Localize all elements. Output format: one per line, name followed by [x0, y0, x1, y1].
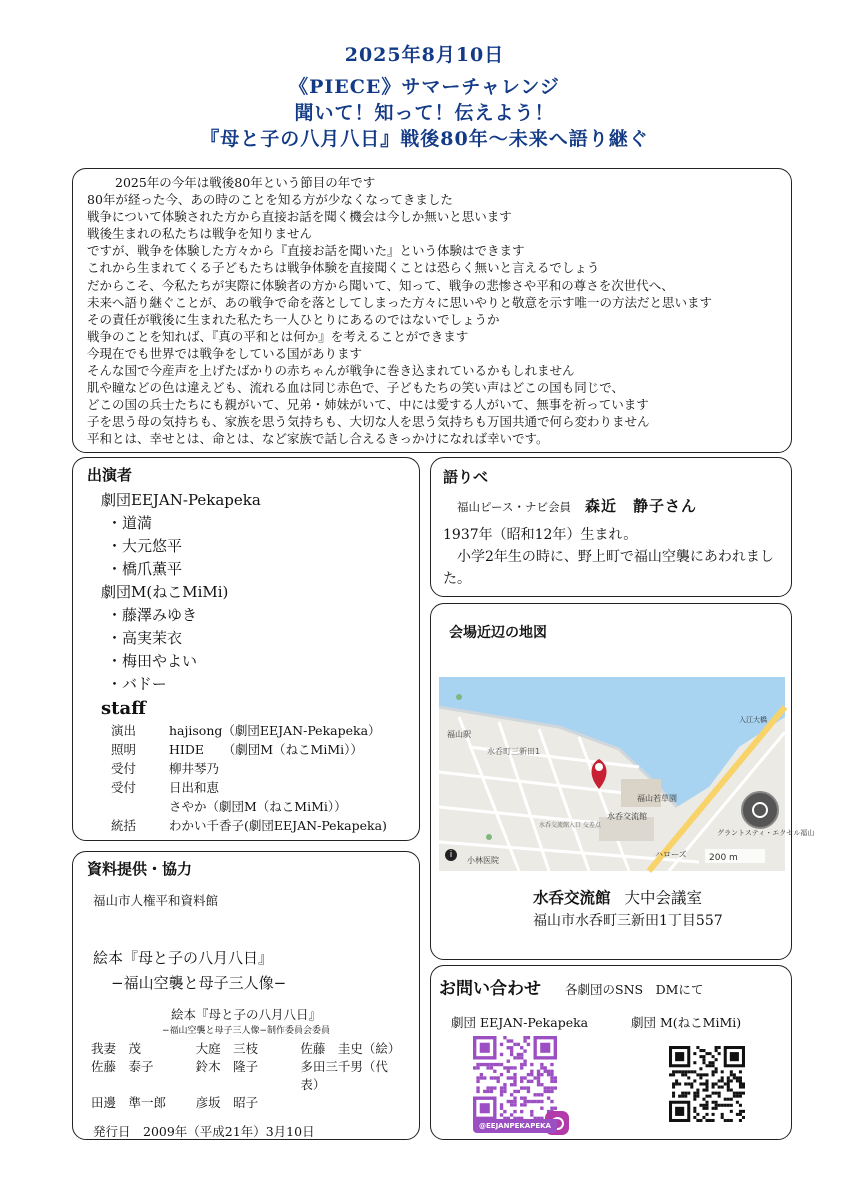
qr-code-graphic	[669, 1046, 745, 1122]
contact-heading-row	[439, 974, 783, 999]
map-graphic	[439, 677, 815, 871]
staff-role: 照明	[111, 742, 137, 757]
cast-member: ・梅田やよい	[107, 652, 198, 670]
intro-line: 今現在でも世界では戦争をしている国があります	[87, 345, 363, 361]
map-label-venue: 水呑交流館	[607, 812, 647, 821]
contact-heading: お問い合わせ	[439, 979, 541, 999]
staff-heading: staff	[101, 698, 146, 719]
materials-box	[72, 851, 420, 1140]
credit-row	[87, 1040, 405, 1058]
intro-line: 平和とは、幸せとは、命とは、など家族で話し合えるきっかけになれば幸いです。	[87, 431, 549, 447]
map-label-busstop: 水呑交流館入口 交差点	[539, 822, 601, 829]
intro-line: だからこそ、今私たちが実際に体験者の方から聞いて、知って、戦争の悲惨さや平和の尊さを次世代へ、	[87, 277, 674, 293]
credit-name	[300, 1094, 405, 1112]
credit-name: 佐藤 泰子	[91, 1059, 154, 1074]
cast-member: ・橋爪薫平	[107, 560, 183, 578]
qr-code-graphic	[473, 1036, 557, 1120]
cast-member: ・バドー	[107, 675, 167, 693]
contact-box	[430, 965, 792, 1140]
credit-name: 鈴木 隆子	[195, 1059, 259, 1074]
intro-line: 戦後生まれの私たちは戦争を知りません	[87, 226, 313, 242]
staff-row	[87, 816, 405, 835]
credit-row	[87, 1058, 405, 1094]
nekomimi-qr-code[interactable]	[669, 1046, 745, 1122]
staff-name: HIDE （劇団M（ねこMiMi））	[169, 742, 363, 757]
contact-label-eejan: 劇団 EEJAN-Pekapeka	[451, 1015, 589, 1030]
map-label-store: ハローズ	[655, 850, 687, 859]
event-name: 《PIECE》サマーチャレンジ	[289, 76, 560, 98]
staff-role: 演出	[111, 723, 137, 738]
cast-member: ・藤澤みゆき	[107, 606, 198, 624]
venue-name: 水呑交流館	[533, 888, 611, 907]
event-slogan: 聞いて！知って！伝えよう！	[294, 102, 555, 124]
intro-line: その責任が戦後に生まれた私たち一人ひとりにあるのではないでしょうか	[87, 311, 500, 327]
narrator-box	[430, 457, 792, 597]
intro-line: 戦争について体験された方から直接お話を聞く機会は今しか無いと思います	[87, 209, 512, 225]
cast-heading: 出演者	[87, 466, 133, 484]
credit-title: 絵本『母と子の八月八日』	[170, 1007, 321, 1022]
map-box	[430, 603, 815, 960]
narrator-name-row	[443, 495, 779, 516]
map-heading: 会場近辺の地図	[449, 625, 547, 641]
venue-map[interactable]	[439, 677, 815, 871]
intro-line: どこの国の兵士たちにも親がいて、兄弟・姉妹がいて、中には愛する人がいて、無事を祈っています	[87, 397, 649, 413]
cast-member: ・大元悠平	[107, 537, 183, 555]
venue-address: 福山市水呑町三新田1丁目557	[533, 913, 723, 929]
cast-member: ・高実茉衣	[107, 629, 183, 647]
map-scale: 200 m	[709, 853, 738, 863]
contact-label-nekomimi: 劇団 M(ねこMiMi)	[631, 1015, 742, 1030]
target-icon	[752, 802, 768, 818]
narrator-affiliation: 福山ピース・ナビ会員	[457, 500, 571, 514]
venue-room: 大中会議室	[624, 889, 703, 907]
intro-line: そんな国で今産声を上げたばかりの赤ちゃんが戦争に巻き込まれているかもしれません	[87, 363, 575, 379]
book-title: 絵本『母と子の八月八日』	[93, 949, 274, 967]
intro-line: 子を思う母の気持ちも、家族を思う気持ちも、大切な人を思う気持ちも万国共通で何ら変わりません	[87, 414, 650, 430]
staff-row	[87, 759, 405, 778]
staff-row	[87, 740, 405, 759]
credit-name: 我妻 茂	[91, 1041, 142, 1056]
staff-role: 受付	[111, 761, 137, 776]
map-label-park: 福山若草園	[637, 794, 677, 803]
intro-box	[72, 168, 792, 453]
credit-subtitle: −福山空襲と母子三人像−制作委員会委員	[161, 1026, 331, 1036]
contact-note: 各劇団のSNS DMにて	[565, 982, 704, 997]
info-icon[interactable]: i	[445, 849, 457, 861]
narrator-story: 小学2年生の時に、野上町で福山空襲にあわれました。	[443, 549, 774, 587]
staff-row	[87, 778, 405, 797]
intro-text	[87, 174, 781, 448]
staff-role	[111, 797, 169, 816]
credit-name: 大庭 三枝	[195, 1041, 259, 1056]
map-label-hotel: グラントスティ・エクセル福山	[717, 829, 815, 837]
staff-row	[87, 797, 405, 816]
narrator-name: 森近 静子さん	[584, 497, 697, 515]
recenter-button[interactable]	[741, 791, 779, 829]
intro-line: 80年が経った今、あの時のことを知る方が少なくなってきました	[87, 192, 453, 208]
cast-member: ・道満	[107, 514, 153, 532]
eejan-qr-code[interactable]	[473, 1036, 557, 1120]
materials-org: 福山市人権平和資料館	[93, 893, 219, 908]
book-subtitle: −福山空襲と母子三人像−	[111, 974, 287, 992]
publish-date: 発行日 2009年（平成21年）3月10日	[93, 1124, 315, 1139]
instagram-handle: @EEJANPEKAPEKA	[473, 1119, 557, 1133]
staff-role: 統括	[111, 818, 137, 833]
credit-name: 田邊 準一郎	[91, 1095, 167, 1110]
credit-row	[87, 1094, 405, 1112]
staff-row	[87, 721, 405, 740]
map-label-district: 水呑町三新田1	[487, 747, 541, 756]
map-label-bridge: 入江大橋	[739, 716, 767, 724]
contact-labels	[439, 1013, 783, 1031]
staff-name: さやか（劇団M（ねこMiMi））	[169, 799, 347, 814]
map-label-station: 福山駅	[447, 730, 471, 739]
staff-name: 柳井琴乃	[169, 761, 220, 776]
event-date: 2025年8月10日	[344, 44, 505, 66]
map-label-clinic: 小林医院	[467, 856, 499, 865]
narrator-born: 1937年（昭和12年）生まれ。	[443, 527, 638, 543]
credit-name: 彦坂 昭子	[195, 1095, 259, 1110]
staff-name: 日出和恵	[169, 780, 220, 795]
credit-name: 多田三千男（代表）	[300, 1059, 388, 1092]
intro-line: 2025年の今年は戦後80年という節目の年です	[115, 175, 376, 190]
cast-box	[72, 457, 420, 841]
troupe-nekomimi: 劇団M(ねこMiMi)	[101, 583, 229, 601]
staff-role: 受付	[111, 780, 137, 795]
intro-line: これから生まれてくる子どもたちは戦争体験を直接聞くことは恐らく無いと言えるでしょう	[87, 260, 600, 276]
troupe-eejan: 劇団EEJAN-Pekapeka	[101, 491, 261, 509]
staff-name: わかい千香子(劇団EEJAN-Pekapeka)	[169, 818, 387, 833]
narrator-heading: 語りべ	[443, 468, 489, 486]
intro-line: 未来へ語り継ぐことが、あの戦争で命を落としてしまった方々に思いやりと敬意を示す唯一の方法だと思います	[87, 294, 713, 310]
intro-line: 肌や瞳などの色は違えども、流れる血は同じ赤色で、子どもたちの笑い声はどこの国も同じで、	[87, 380, 625, 396]
materials-heading: 資料提供・協力	[87, 860, 193, 878]
intro-line: 戦争のことを知れば、『真の平和とは何か』を考えることができます	[87, 328, 469, 344]
venue-name-row	[533, 886, 702, 908]
intro-line: ですが、戦争を体験した方々から『直接お話を聞いた』という体験はできます	[87, 243, 525, 259]
event-subtitle: 『母と子の八月八日』戦後80年〜未来へ語り継ぐ	[200, 128, 649, 150]
staff-name: hajisong（劇団EEJAN-Pekapeka）	[169, 723, 381, 738]
credit-name: 佐藤 圭史（絵）	[300, 1041, 401, 1056]
